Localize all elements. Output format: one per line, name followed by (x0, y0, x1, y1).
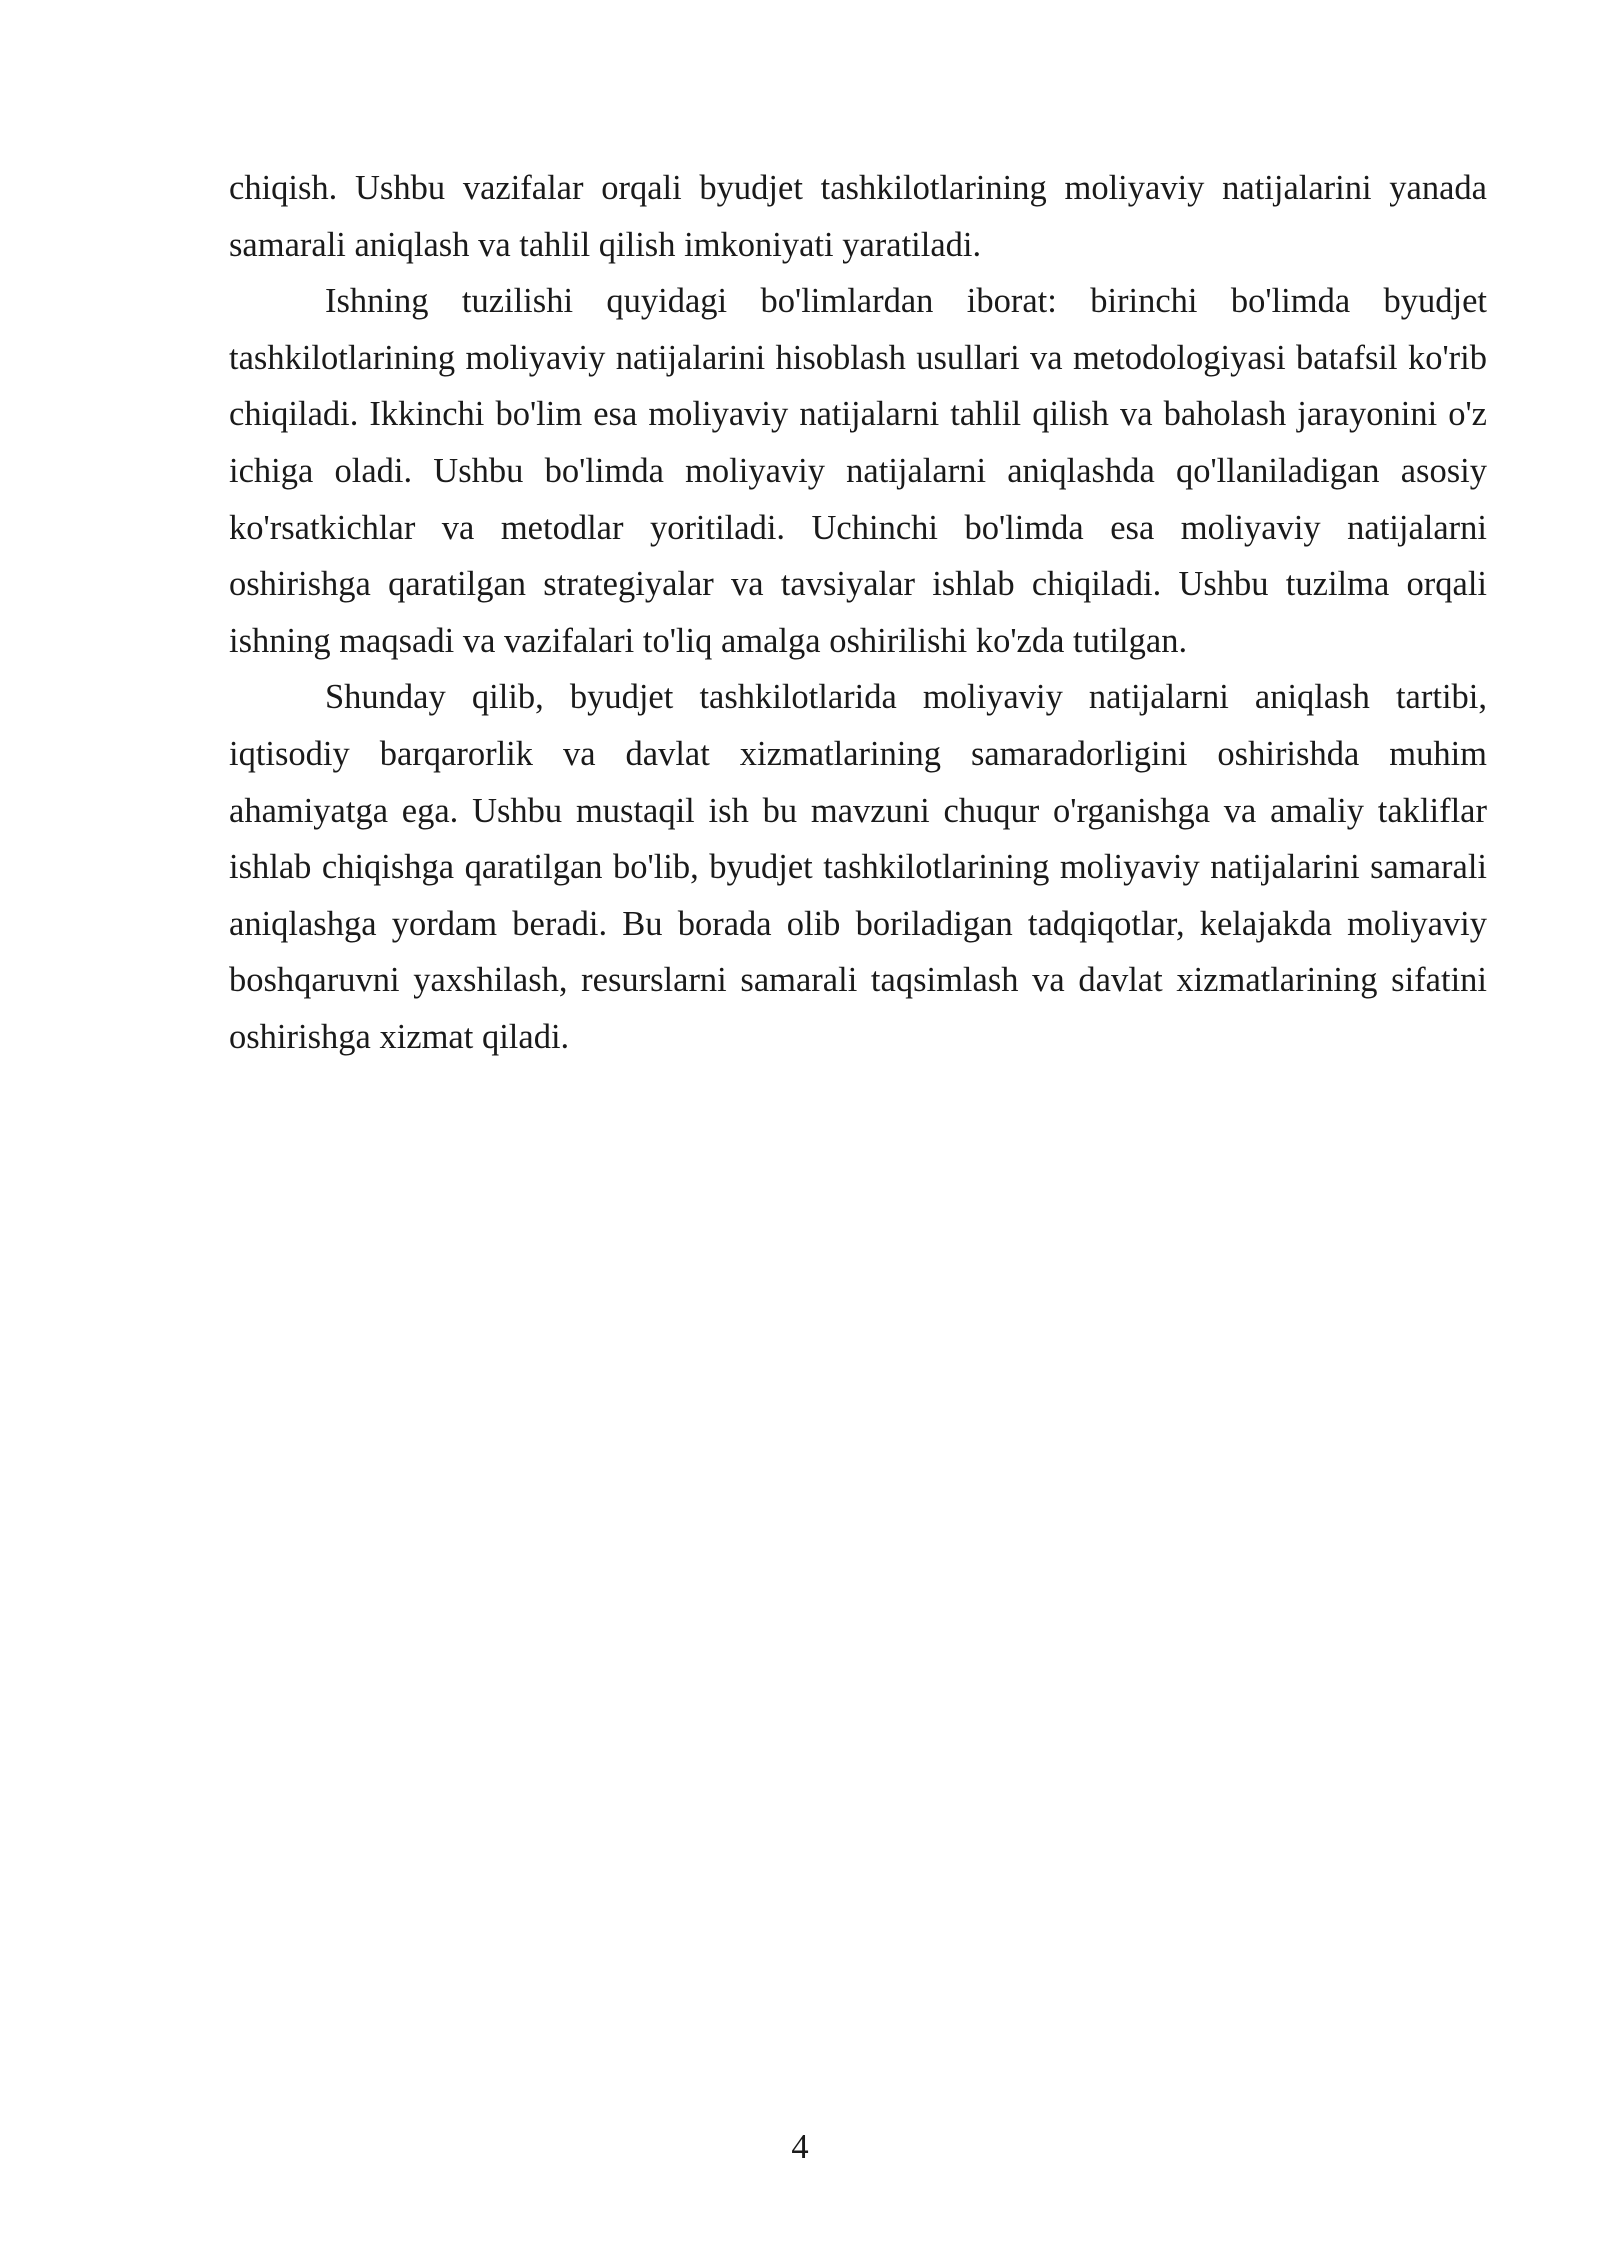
page-number: 4 (791, 2128, 809, 2166)
body-text (229, 160, 1487, 1066)
paragraph-conclusion: Shunday qilib, byudjet tashkilotlarida moliyaviy natijalarni aniqlash tartibi, iqtisodiy barqarorlik va davlat xizmatlarining samaradorligini oshirishda muhim ahamiyatga ega. Ushbu mustaqil ish bu mavzuni chuqur o'rganishga va amaliy takliflar ishlab chiqishga qaratilgan bo'lib, byudjet tashkilotlarining moliyaviy natijalarini samarali aniqlashga yordam beradi. Bu borada olib boriladigan tadqiqotlar, kelajakda moliyaviy boshqaruvni yaxshilash, resurslarni samarali taqsimlash va davlat xizmatlarining sifatini oshirishga xizmat qiladi. (229, 678, 1487, 1056)
paragraph-structure: Ishning tuzilishi quyidagi bo'limlardan iborat: birinchi bo'limda byudjet tashkilotlarining moliyaviy natijalarini hisoblash usullari va metodologiyasi batafsil ko'rib chiqiladi. Ikkinchi bo'lim esa moliyaviy natijalarni tahlil qilish va baholash jarayonini o'z ichiga oladi. Ushbu bo'limda moliyaviy natijalarni aniqlashda qo'llaniladigan asosiy ko'rsatkichlar va metodlar yoritiladi. Uchinchi bo'limda esa moliyaviy natijalarni oshirishga qaratilgan strategiyalar va tavsiyalar ishlab chiqiladi. Ushbu tuzilma orqali ishning maqsadi va vazifalari to'liq amalga oshirilishi ko'zda tutilgan. (229, 282, 1487, 660)
paragraph-continuation: chiqish. Ushbu vazifalar orqali byudjet tashkilotlarining moliyaviy natijalarini yanada samarali aniqlash va tahlil qilish imkoniyati yaratiladi. (229, 169, 1487, 264)
